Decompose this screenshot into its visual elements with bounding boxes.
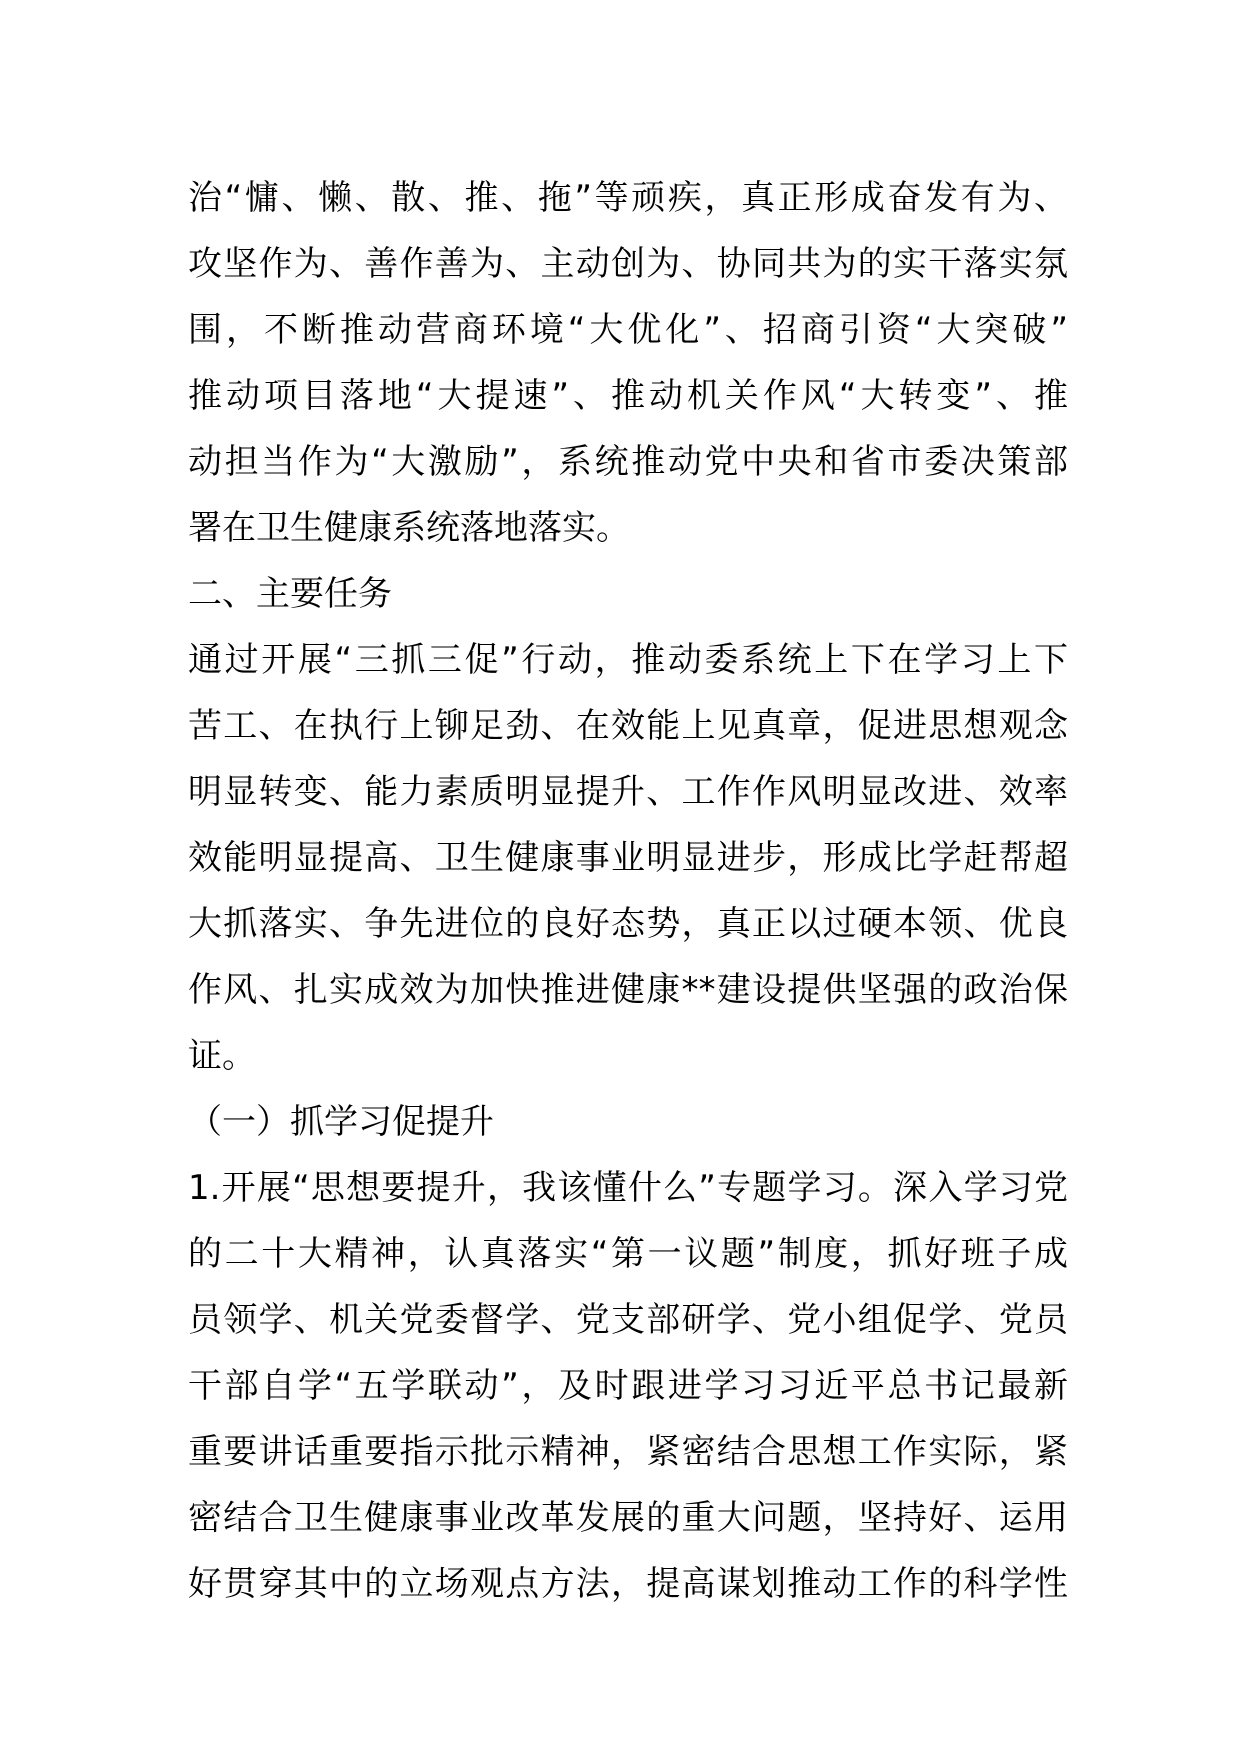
text-line: 效能明显提高、卫生健康事业明显进步，形成比学赶帮超 — [188, 838, 1068, 878]
text-line: 通过开展“三抓三促”行动，推动委系统上下在学习上下 — [188, 640, 1068, 680]
text-line: 好贯穿其中的立场观点方法，提高谋划推动工作的科学性 — [188, 1564, 1068, 1604]
text-line: 员领学、机关党委督学、党支部研学、党小组促学、党员 — [188, 1300, 1068, 1340]
text-line: 苦工、在执行上铆足劲、在效能上见真章，促进思想观念 — [188, 706, 1068, 746]
paragraph-end-line: 证。 — [188, 1036, 256, 1076]
subsection-heading: （一）抓学习促提升 — [188, 1102, 494, 1142]
text-line: 明显转变、能力素质明显提升、工作作风明显改进、效率 — [188, 772, 1068, 812]
text-line: 推动项目落地“大提速”、推动机关作风“大转变”、推 — [188, 376, 1068, 416]
text-line: 1.开展“思想要提升，我该懂什么”专题学习。深入学习党 — [188, 1168, 1068, 1208]
section-heading: 二、主要任务 — [188, 574, 392, 614]
text-line: 密结合卫生健康事业改革发展的重大问题，坚持好、运用 — [188, 1498, 1068, 1538]
text-line: 重要讲话重要指示批示精神，紧密结合思想工作实际，紧 — [188, 1432, 1068, 1472]
text-line: 围，不断推动营商环境“大优化”、招商引资“大突破” — [188, 310, 1068, 350]
paragraph-end-line: 署在卫生健康系统落地落实。 — [188, 508, 630, 548]
text-line: 治“慵、懒、散、推、拖”等顽疾，真正形成奋发有为、 — [188, 178, 1068, 218]
text-line: 大抓落实、争先进位的良好态势，真正以过硬本领、优良 — [188, 904, 1068, 944]
text-line: 作风、扎实成效为加快推进健康**建设提供坚强的政治保 — [188, 970, 1068, 1010]
text-line: 动担当作为“大激励”，系统推动党中央和省市委决策部 — [188, 442, 1068, 482]
text-line: 干部自学“五学联动”，及时跟进学习习近平总书记最新 — [188, 1366, 1068, 1406]
text-line: 的二十大精神，认真落实“第一议题”制度，抓好班子成 — [188, 1234, 1068, 1274]
text-line: 攻坚作为、善作善为、主动创为、协同共为的实干落实氛 — [188, 244, 1068, 284]
